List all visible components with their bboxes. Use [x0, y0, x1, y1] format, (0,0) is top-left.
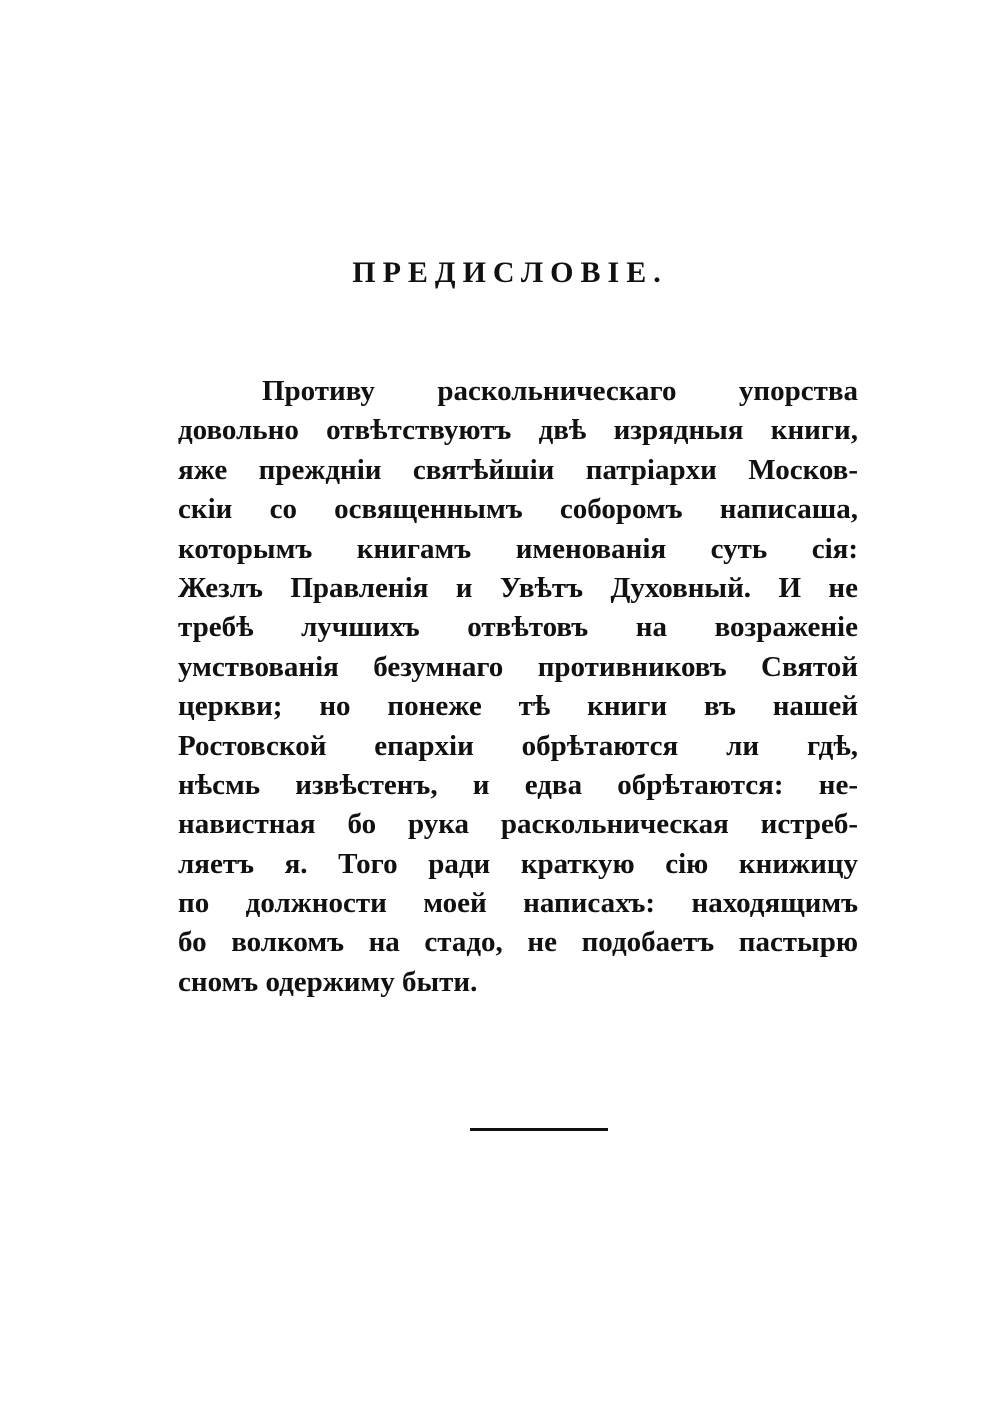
text-line: умствованiя безумнаго противниковъ Святой: [178, 650, 858, 683]
text-line: яже прежднiи святѣйшiи патрiархи Москов-: [178, 453, 858, 486]
section-divider-rule: [470, 1128, 608, 1131]
text-line: которымъ книгамъ именованiя суть сiя:: [178, 532, 858, 565]
text-line: церкви; но понеже тѣ книги въ нашей: [178, 690, 858, 723]
text-line: требѣ лучшихъ отвѣтовъ на возраженiе: [178, 611, 858, 644]
text-line: довольно отвѣтствуютъ двѣ изрядныя книги,: [178, 414, 858, 447]
text-line: Ростовской епархiи обрѣтаются ли гдѣ,: [178, 729, 858, 762]
text-line: по должности моей написахъ: находящимъ: [178, 887, 858, 920]
text-line: нѣсмь извѣстенъ, и едва обрѣтаются: не-: [178, 768, 858, 801]
text-line: Противу раскольническаго упорства: [262, 375, 858, 407]
preface-paragraph: [178, 372, 858, 1002]
text-line: ляетъ я. Того ради краткую сiю книжицу: [178, 847, 858, 880]
text-line: Жезлъ Правленiя и Увѣтъ Духовный. И не: [178, 571, 858, 604]
text-line: скiи со освященнымъ соборомъ написаша,: [178, 493, 858, 526]
text-line: навистная бо рука раскольническая истреб-: [178, 808, 858, 841]
page-heading: ПРЕДИСЛОВІЕ.: [352, 256, 668, 289]
text-line: бо волкомъ на стадо, не подобаетъ пастырю: [178, 926, 858, 959]
text-line: сномъ одержиму быти.: [178, 965, 478, 998]
